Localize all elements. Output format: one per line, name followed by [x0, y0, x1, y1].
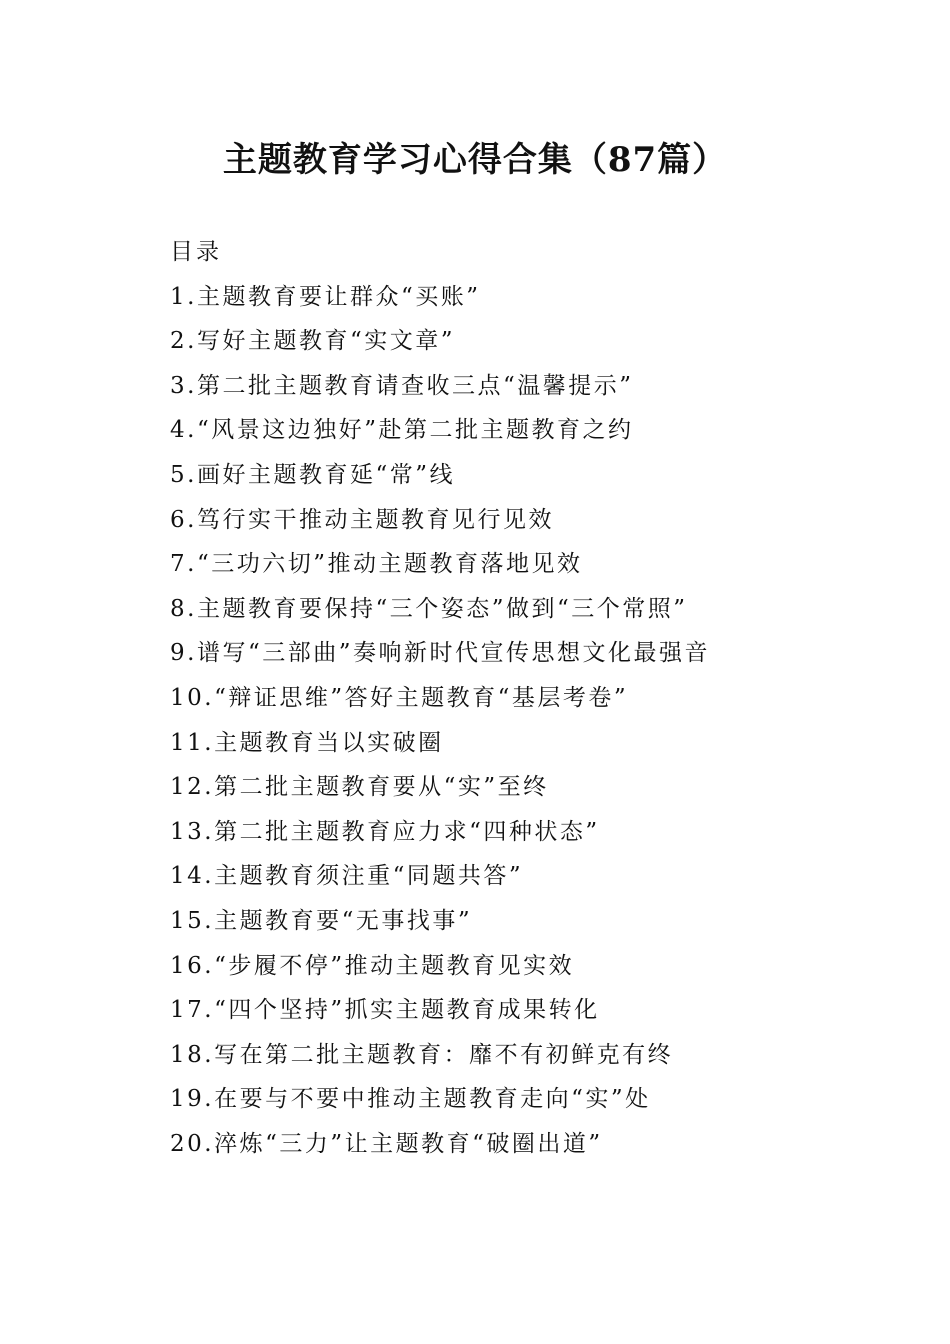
toc-item: 11.主题教育当以实破圈 — [170, 729, 444, 756]
toc-item: 14.主题教育须注重“同题共答” — [170, 863, 524, 890]
toc-item: 4.“风景这边独好”赴第二批主题教育之约 — [170, 417, 634, 444]
toc-item: 7.“三功六切”推动主题教育落地见效 — [170, 551, 583, 578]
toc-item: 12.第二批主题教育要从“实”至终 — [170, 774, 549, 801]
toc-item: 2.写好主题教育“实文章” — [170, 328, 455, 355]
toc-item: 20.淬炼“三力”让主题教育“破圈出道” — [170, 1130, 603, 1157]
toc-item: 9.谱写“三部曲”奏响新时代宣传思想文化最强音 — [170, 640, 710, 667]
toc-item: 17.“四个坚持”抓实主题教育成果转化 — [170, 997, 600, 1024]
toc-item: 15.主题教育要“无事找事” — [170, 907, 473, 934]
toc-item: 1.主题教育要让群众“买账” — [170, 283, 481, 310]
toc-item: 6.笃行实干推动主题教育见行见效 — [170, 506, 554, 533]
toc-heading: 目录 — [170, 239, 222, 265]
toc-item: 18.写在第二批主题教育：靡不有初鲜克有终 — [170, 1041, 674, 1068]
toc-item: 10.“辩证思维”答好主题教育“基层考卷” — [170, 684, 629, 711]
toc-item: 13.第二批主题教育应力求“四种状态” — [170, 818, 600, 845]
table-of-contents — [170, 230, 870, 1166]
toc-item: 16.“步履不停”推动主题教育见实效 — [170, 952, 575, 979]
toc-item: 5.画好主题教育延“常”线 — [170, 461, 455, 488]
toc-item: 19.在要与不要中推动主题教育走向“实”处 — [170, 1086, 651, 1113]
toc-item: 3.第二批主题教育请查收三点“温馨提示” — [170, 372, 634, 399]
document-title: 主题教育学习心得合集（87篇） — [222, 140, 728, 180]
toc-item: 8.主题教育要保持“三个姿态”做到“三个常照” — [170, 595, 688, 622]
